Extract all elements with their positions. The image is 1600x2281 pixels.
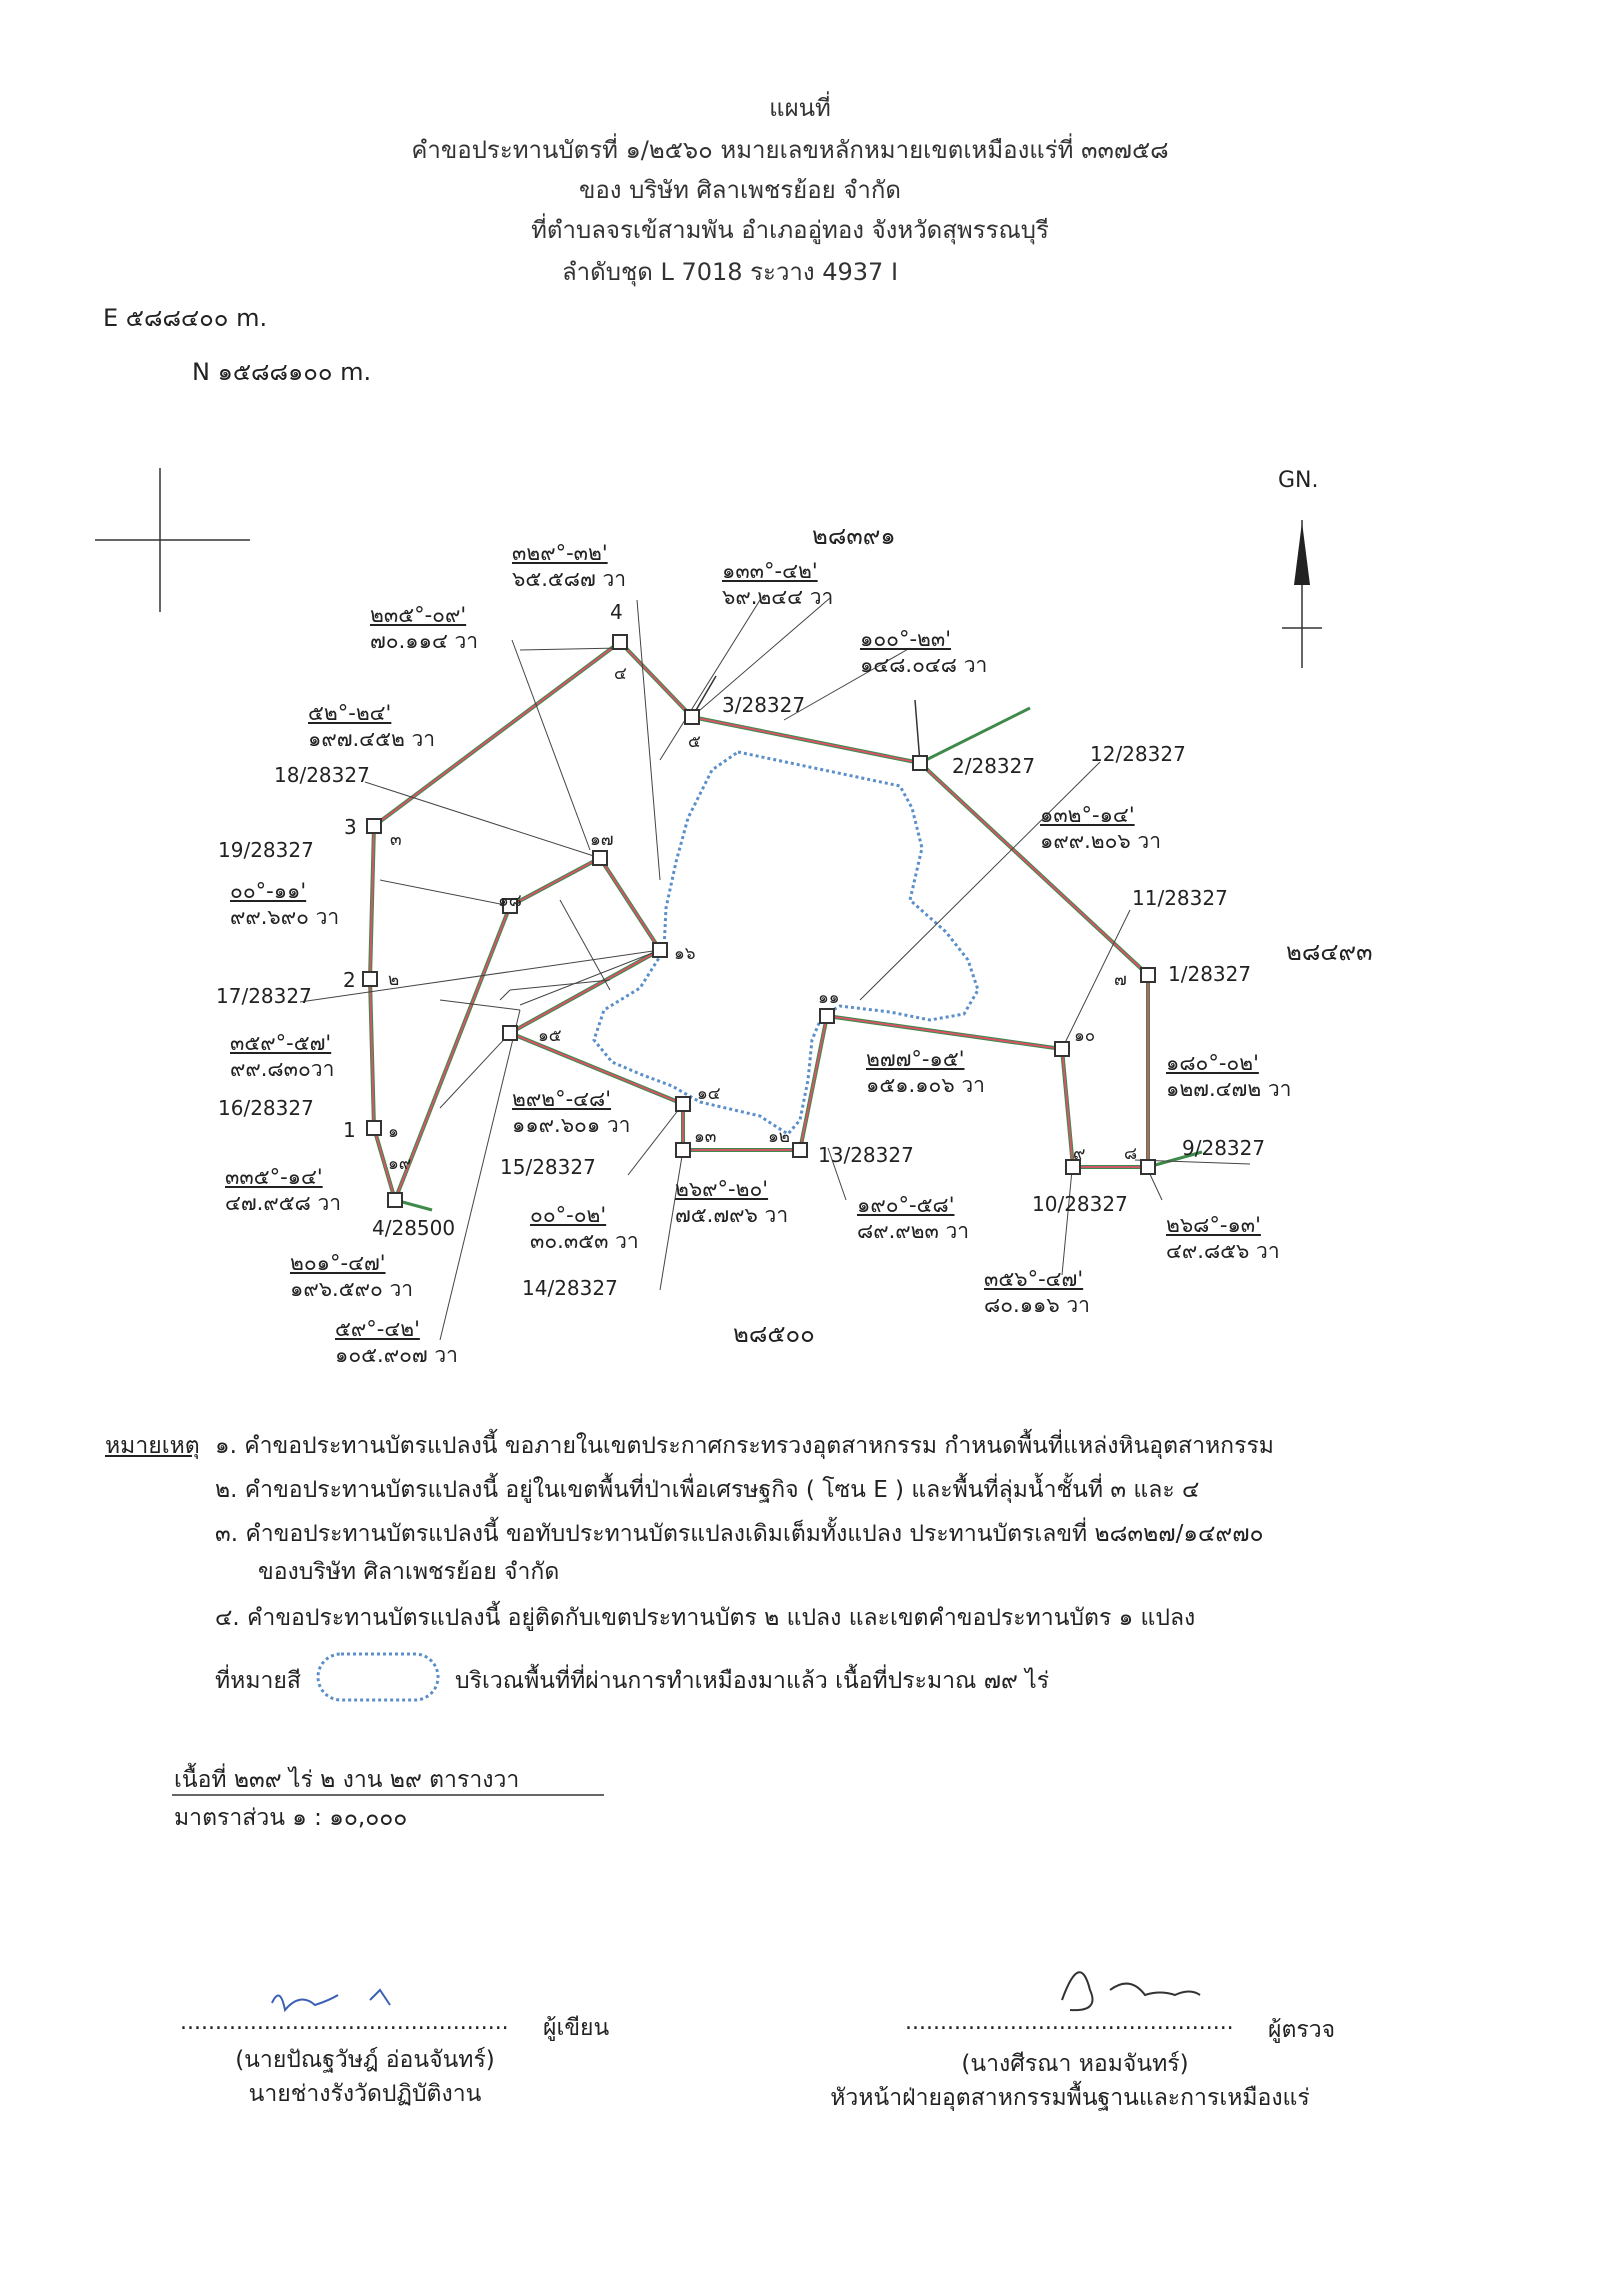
sheet-series-line: ลำดับชุด L 7018 ระวาง 4937 I — [561, 258, 899, 286]
peg-thai-15: ๑๕ — [538, 1026, 562, 1046]
bearing-label: ๒๗๗°-๑๕' ๑๕๑.๑๐๖ วา — [866, 1047, 985, 1097]
ref-label: 19/28327 — [218, 838, 314, 862]
marker-2 — [363, 972, 377, 986]
map-title: แผนที่ — [769, 94, 831, 122]
writer-dots: ............................................... — [180, 2010, 509, 2035]
survey-markers — [363, 635, 1155, 1207]
ref-label: 9/28327 — [1182, 1136, 1266, 1160]
peg-thai-9: ๙ — [1073, 1144, 1086, 1164]
adjacent-parcel-south: ๒๘๕๐๐ — [733, 1320, 815, 1348]
marker-13-28327 — [793, 1143, 807, 1157]
area-text: เนื้อที่ ๒๓๙ ไร่ ๒ งาน ๒๙ ตารางวา — [174, 1767, 520, 1793]
adjacent-parcel-north: ๒๘๓๙๑ — [812, 522, 896, 550]
inspector-dots: ............................................... — [905, 2010, 1234, 2035]
peg-thai-17: ๑๗ — [590, 830, 614, 850]
bearing-label: ๒๙๒°-๔๘' ๑๑๙.๖๐๑ วา — [512, 1087, 631, 1137]
bearing-label: ๑๐๐°-๒๓' ๑๔๘.๐๔๘ วา — [860, 627, 988, 677]
marker-11 — [820, 1009, 834, 1023]
peg-thai-1: ๑ — [388, 1122, 399, 1142]
bearing-label: ๓๕๖°-๔๗' ๘๐.๑๑๖ วา — [984, 1267, 1090, 1317]
peg-thai-13: ๑๓ — [694, 1127, 717, 1147]
legend-prefix: ที่หมายสี — [215, 1668, 301, 1694]
ref-label: 14/28327 — [522, 1276, 618, 1300]
marker-1 — [367, 1121, 381, 1135]
ref-label: 12/28327 — [1090, 742, 1186, 766]
bearing-label: ๑๘๐°-๐๒' ๑๒๗.๔๗๒ วา — [1166, 1051, 1292, 1101]
bearing-label: ๒๓๕°-๐๙' ๗๐.๑๑๔ วา — [370, 603, 479, 653]
bearing-label: ๒๖๙°-๒๐' ๗๕.๗๙๖ วา — [675, 1177, 789, 1227]
bearing-label: ๐๐°-๑๑' ๙๙.๖๙๐ วา — [230, 879, 340, 929]
bearing-label: ๕๒°-๒๔' ๑๙๗.๔๕๒ วา — [308, 701, 436, 751]
inspector-signature — [1062, 1972, 1200, 2010]
marker-4-28500 — [388, 1193, 402, 1207]
ref-label: 1/28327 — [1168, 962, 1252, 986]
ref-label: 18/28327 — [274, 763, 370, 787]
ref-label: 2/28327 — [952, 754, 1036, 778]
ref-label: 16/28327 — [218, 1096, 314, 1120]
marker-2-28327 — [913, 756, 927, 770]
legend-description: บริเวณพื้นที่ที่ผ่านการทำเหมืองมาแล้ว เนื้อที่ประมาณ ๗๙ ไร่ — [455, 1668, 1050, 1694]
peg-thai-7: ๗ — [1114, 970, 1127, 990]
peg-thai-11: ๑๑ — [818, 988, 840, 1008]
ref-label: 15/28327 — [500, 1155, 596, 1179]
marker-10 — [1055, 1042, 1069, 1056]
bearing-label: ๕๙°-๔๒' ๑๐๕.๙๐๗ วา — [335, 1317, 458, 1367]
bearing-label: ๑๓๓°-๔๒' ๖๙.๒๔๔ วา — [722, 559, 834, 609]
peg-label-2: 2 — [343, 968, 356, 992]
coord-easting: E ๕๘๘๔๐๐ m. — [103, 304, 268, 332]
inspector-role: ผู้ตรวจ — [1268, 2017, 1336, 2043]
bearing-label: ๒๖๘°-๑๓' ๔๙.๘๕๖ วา — [1166, 1213, 1280, 1263]
scale-text: มาตราส่วน ๑ : ๑๐,๐๐๐ — [174, 1805, 408, 1831]
peg-label-1: 1 — [343, 1118, 356, 1142]
marker-16 — [653, 943, 667, 957]
peg-thai-8: ๘ — [1124, 1144, 1138, 1164]
writer-title: นายช่างรังวัดปฏิบัติงาน — [248, 2081, 482, 2107]
adjacent-boundary-stub — [915, 700, 920, 763]
peg-label-3: 3 — [344, 815, 357, 839]
peg-thai-16: ๑๖ — [674, 944, 696, 964]
north-arrow-icon — [1282, 520, 1322, 668]
ref-label: 13/28327 — [818, 1143, 914, 1167]
bearing-label: ๓๓๕°-๑๔' ๔๗.๙๕๘ วา — [225, 1165, 342, 1215]
notes-heading: หมายเหตุ — [105, 1433, 200, 1459]
marker-1-28327 — [1141, 968, 1155, 982]
peg-thai-14: ๑๔ — [697, 1084, 721, 1104]
coord-northing: N ๑๕๘๘๑๐๐ m. — [192, 358, 372, 386]
adjacent-parcel-east: ๒๘๔๙๓ — [1286, 938, 1373, 966]
marker-9-28327 — [1141, 1160, 1155, 1174]
north-label: GN. — [1278, 468, 1319, 493]
peg-thai-10: ๑๐ — [1074, 1026, 1096, 1046]
note-3-cont: ของบริษัท ศิลาเพชรย้อย จำกัด — [258, 1559, 560, 1585]
peg-label-4: 4 — [610, 600, 623, 624]
ref-label: 17/28327 — [216, 984, 312, 1008]
marker-15-28327 — [676, 1143, 690, 1157]
note-2: ๒. คำขอประทานบัตรแปลงนี้ อยู่ในเขตพื้นที่ป่าเพื่อเศรษฐกิจ ( โซน E ) และพื้นที่ลุ่มน้ำชั้นที่ ๓ และ ๔ — [215, 1477, 1200, 1503]
bearing-label: ๓๕๙°-๕๗' ๙๙.๘๓๐วา — [230, 1031, 335, 1081]
legend-mined-swatch — [318, 1654, 438, 1700]
inspector-name: (นางศีรณา หอมจันทร์) — [961, 2051, 1189, 2077]
peg-thai-12: ๑๒ — [768, 1127, 790, 1147]
peg-thai-19: ๑๙ — [388, 1154, 412, 1174]
peg-thai-3: ๓ — [390, 830, 402, 850]
marker-15 — [503, 1026, 517, 1040]
ref-label: 4/28500 — [372, 1216, 456, 1240]
peg-thai-4: ๔ — [614, 664, 627, 684]
note-3: ๓. คำขอประทานบัตรแปลงนี้ ขอทับประทานบัตรแปลงเดิมเต็มทั้งแปลง ประทานบัตรเลขที่ ๒๘๓๒๗/๑๔๙๗๐ — [215, 1521, 1264, 1547]
bearing-label: ๑๙๐°-๕๘' ๘๙.๙๒๓ วา — [857, 1193, 970, 1243]
marker-5 — [685, 710, 699, 724]
writer-role: ผู้เขียน — [543, 2015, 610, 2041]
bearing-label: ๒๐๑°-๔๗' ๑๙๖.๕๙๐ วา — [290, 1251, 414, 1301]
inspector-title: หัวหน้าฝ่ายอุตสาหกรรมพื้นฐานและการเหมืองแร่ — [830, 2085, 1310, 2111]
writer-name: (นายปัณฐวัษฎ์ อ่อนจันทร์) — [235, 2047, 495, 2073]
marker-3 — [367, 819, 381, 833]
note-1: ๑. คำขอประทานบัตรแปลงนี้ ขอภายในเขตประกาศกระทรวงอุตสาหกรรม กำหนดพื้นที่แหล่งหินอุตสาหกรรม — [215, 1433, 1274, 1459]
company-line: ของ บริษัท ศิลาเพชรย้อย จำกัด — [578, 176, 901, 204]
note-4: ๔. คำขอประทานบัตรแปลงนี้ อยู่ติดกับเขตประทานบัตร ๒ แปลง และเขตคำขอประทานบัตร ๑ แปลง — [215, 1605, 1196, 1631]
ref-label: 10/28327 — [1032, 1192, 1128, 1216]
location-line: ที่ตำบลจรเข้สามพัน อำเภออู่ทอง จังหวัดสุพรรณบุรี — [531, 216, 1049, 244]
bearing-label: ๐๐°-๐๒' ๓๐.๓๕๓ วา — [530, 1203, 639, 1253]
writer-signature — [272, 1990, 390, 2010]
ref-label: 3/28327 — [722, 693, 806, 717]
bearing-label: ๓๒๙°-๓๒' ๖๕.๕๘๗ วา — [512, 541, 627, 591]
marker-4 — [613, 635, 627, 649]
peg-thai-2: ๒ — [388, 970, 400, 990]
peg-thai-5: ๕ — [688, 732, 701, 752]
application-line: คำขอประทานบัตรที่ ๑/๒๕๖๐ หมายเลขหลักหมายเขตเหมืองแร่ที่ ๓๓๗๕๘ — [411, 136, 1169, 164]
bearing-label: ๑๓๒°-๑๔' ๑๙๙.๒๐๖ วา — [1040, 803, 1162, 853]
peg-thai-18: ๑๘ — [498, 891, 522, 911]
ref-label: 11/28327 — [1132, 886, 1228, 910]
marker-17 — [593, 851, 607, 865]
marker-14 — [676, 1097, 690, 1111]
